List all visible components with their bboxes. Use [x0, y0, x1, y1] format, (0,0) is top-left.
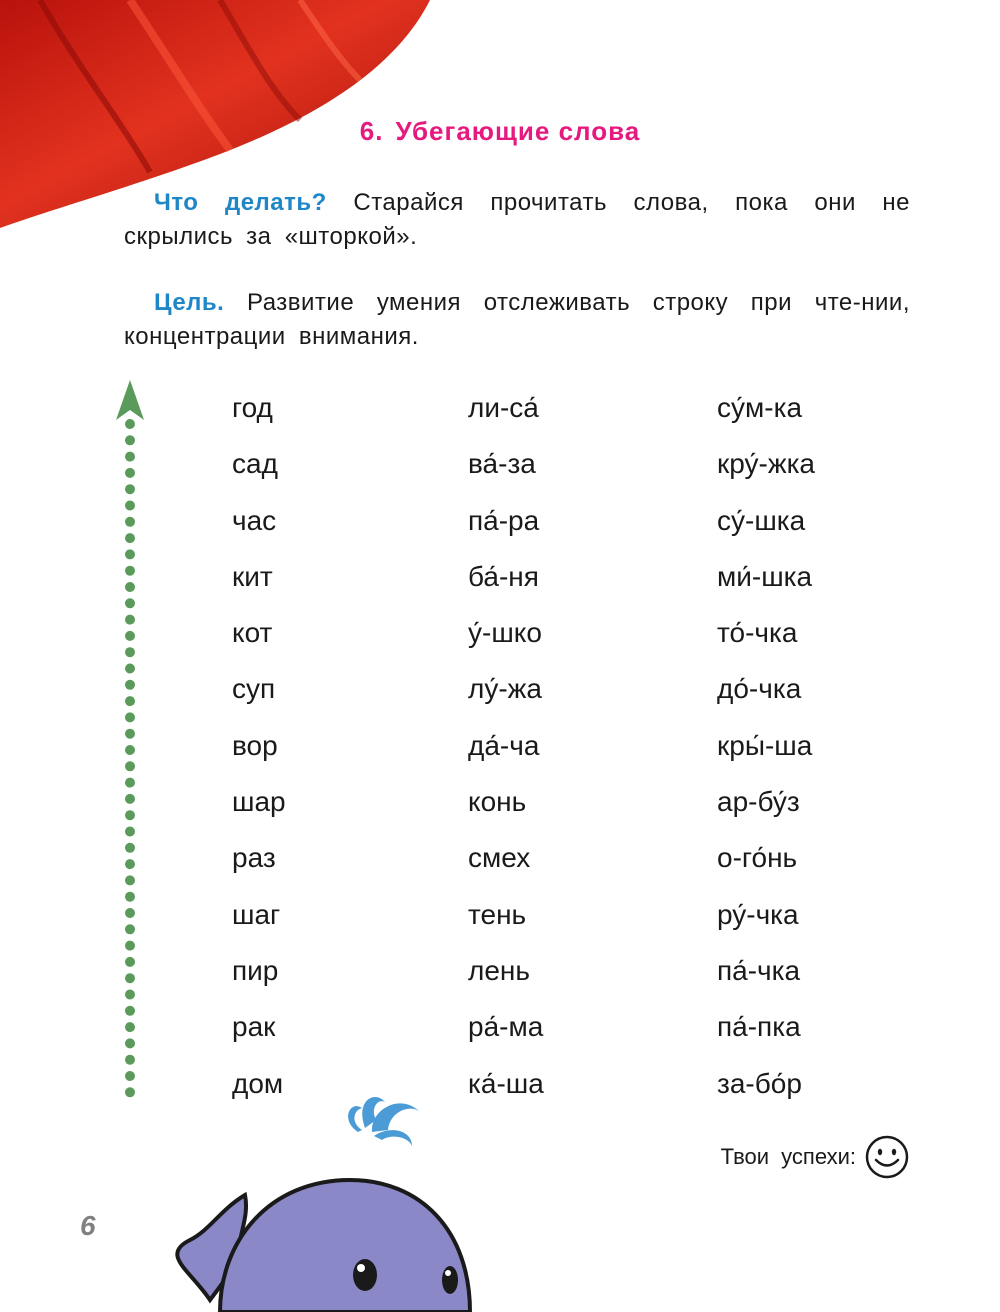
arrow-dot: [125, 484, 135, 494]
arrow-dot: [125, 598, 135, 608]
arrow-dot: [125, 1087, 135, 1097]
arrow-dot: [125, 501, 135, 511]
word-item: ар-бу́з: [717, 786, 800, 818]
arrow-dot: [125, 1022, 135, 1032]
arrow-dot: [125, 1006, 135, 1016]
word-item: ва́-за: [468, 448, 536, 480]
title-text: Убегающие слова: [395, 116, 641, 146]
arrow-dot: [125, 435, 135, 445]
page-title: [0, 116, 1000, 147]
arrow-dot: [125, 908, 135, 918]
word-item: рак: [232, 1011, 276, 1043]
page-number: 6: [80, 1210, 96, 1241]
word-item: конь: [468, 786, 527, 818]
word-item: раз: [232, 842, 276, 874]
arrow-dot: [125, 924, 135, 934]
arrow-dot: [125, 973, 135, 983]
arrow-dot: [125, 615, 135, 625]
instruction-lead: Что делать?: [154, 189, 327, 216]
word-item: о-го́нь: [717, 842, 798, 874]
arrow-dot: [125, 745, 135, 755]
success-label: Твои успехи:: [720, 1144, 856, 1169]
arrow-dot: [125, 582, 135, 592]
word-item: су́м-ка: [717, 392, 803, 423]
arrow-dot: [125, 647, 135, 657]
arrow-dot: [125, 517, 135, 527]
word-item: су́-шка: [717, 504, 806, 536]
arrow-dot: [125, 1038, 135, 1048]
arrow-dot: [125, 941, 135, 951]
goal-lead: Цель.: [154, 289, 225, 316]
word-item: шар: [232, 786, 286, 818]
word-item: да́-ча: [468, 729, 540, 761]
instruction-paragraph: [124, 186, 910, 254]
arrow-dot: [125, 468, 135, 478]
word-item: ру́-чка: [717, 898, 799, 930]
arrow-dot: [125, 761, 135, 771]
dotted-up-arrow-icon: [112, 380, 148, 1110]
word-item: час: [232, 504, 277, 536]
arrow-dot: [125, 990, 135, 1000]
arrow-dot: [125, 1071, 135, 1081]
word-item: лень: [468, 954, 530, 986]
word-item: у́-шко: [468, 617, 542, 649]
word-item: смех: [468, 842, 531, 874]
smiley-face-icon[interactable]: [864, 1134, 910, 1180]
arrow-dot: [125, 892, 135, 902]
word-item: то́-чка: [717, 617, 798, 649]
goal-paragraph: [124, 286, 910, 354]
word-item: ба́-ня: [468, 560, 539, 592]
arrow-dot: [125, 778, 135, 788]
word-item: кру́-жка: [717, 448, 815, 480]
word-item: вор: [232, 729, 278, 761]
word-item: тень: [468, 898, 527, 930]
arrow-dot: [125, 827, 135, 837]
word-item: год: [232, 392, 273, 423]
arrow-dot: [125, 452, 135, 462]
word-item: суп: [232, 673, 276, 705]
arrow-dot: [125, 1055, 135, 1065]
title-number: 6.: [359, 116, 384, 146]
word-item: шаг: [232, 898, 281, 930]
word-item: ми́-шка: [717, 560, 813, 592]
arrow-dot: [125, 549, 135, 559]
arrow-dot: [125, 631, 135, 641]
word-item: па́-пка: [717, 1011, 801, 1043]
word-item: сад: [232, 448, 278, 480]
word-item: до́-чка: [717, 673, 802, 705]
arrow-dot: [125, 419, 135, 429]
success-tracker: [721, 1134, 910, 1180]
goal-text: Развитие умения отслеживать строку при чте-нии, концентрации внимания.: [124, 289, 910, 350]
arrow-dot: [125, 875, 135, 885]
arrow-dot: [125, 664, 135, 674]
word-item: пир: [232, 954, 279, 986]
arrow-dot: [125, 696, 135, 706]
arrow-dot: [125, 859, 135, 869]
arrow-dot: [125, 533, 135, 543]
arrow-dot: [125, 843, 135, 853]
word-item: ра́-ма: [468, 1011, 544, 1043]
word-item: ка́-ша: [468, 1067, 544, 1099]
word-item: кры́-ша: [717, 729, 813, 761]
word-item: кот: [232, 617, 273, 649]
word-item: лу́-жа: [468, 673, 542, 705]
arrow-dot: [125, 566, 135, 576]
arrow-dot: [125, 680, 135, 690]
word-item: за-бо́р: [717, 1067, 802, 1099]
word-column-3: [717, 388, 815, 1120]
word-item: па́-чка: [717, 954, 801, 986]
word-item: ли-са́: [468, 392, 539, 423]
arrow-dot: [125, 810, 135, 820]
word-item: дом: [232, 1067, 284, 1099]
instruction-text: Старайся прочитать слова, пока они не скрылись за «шторкой».: [124, 189, 910, 250]
word-column-1: [232, 388, 286, 1120]
arrow-dot: [125, 794, 135, 804]
word-column-2: [468, 388, 544, 1120]
arrow-dot: [125, 729, 135, 739]
arrow-dot: [125, 712, 135, 722]
whale-icon: [150, 1080, 490, 1312]
word-item: кит: [232, 560, 273, 592]
arrow-dot: [125, 957, 135, 967]
word-item: па́-ра: [468, 504, 540, 536]
